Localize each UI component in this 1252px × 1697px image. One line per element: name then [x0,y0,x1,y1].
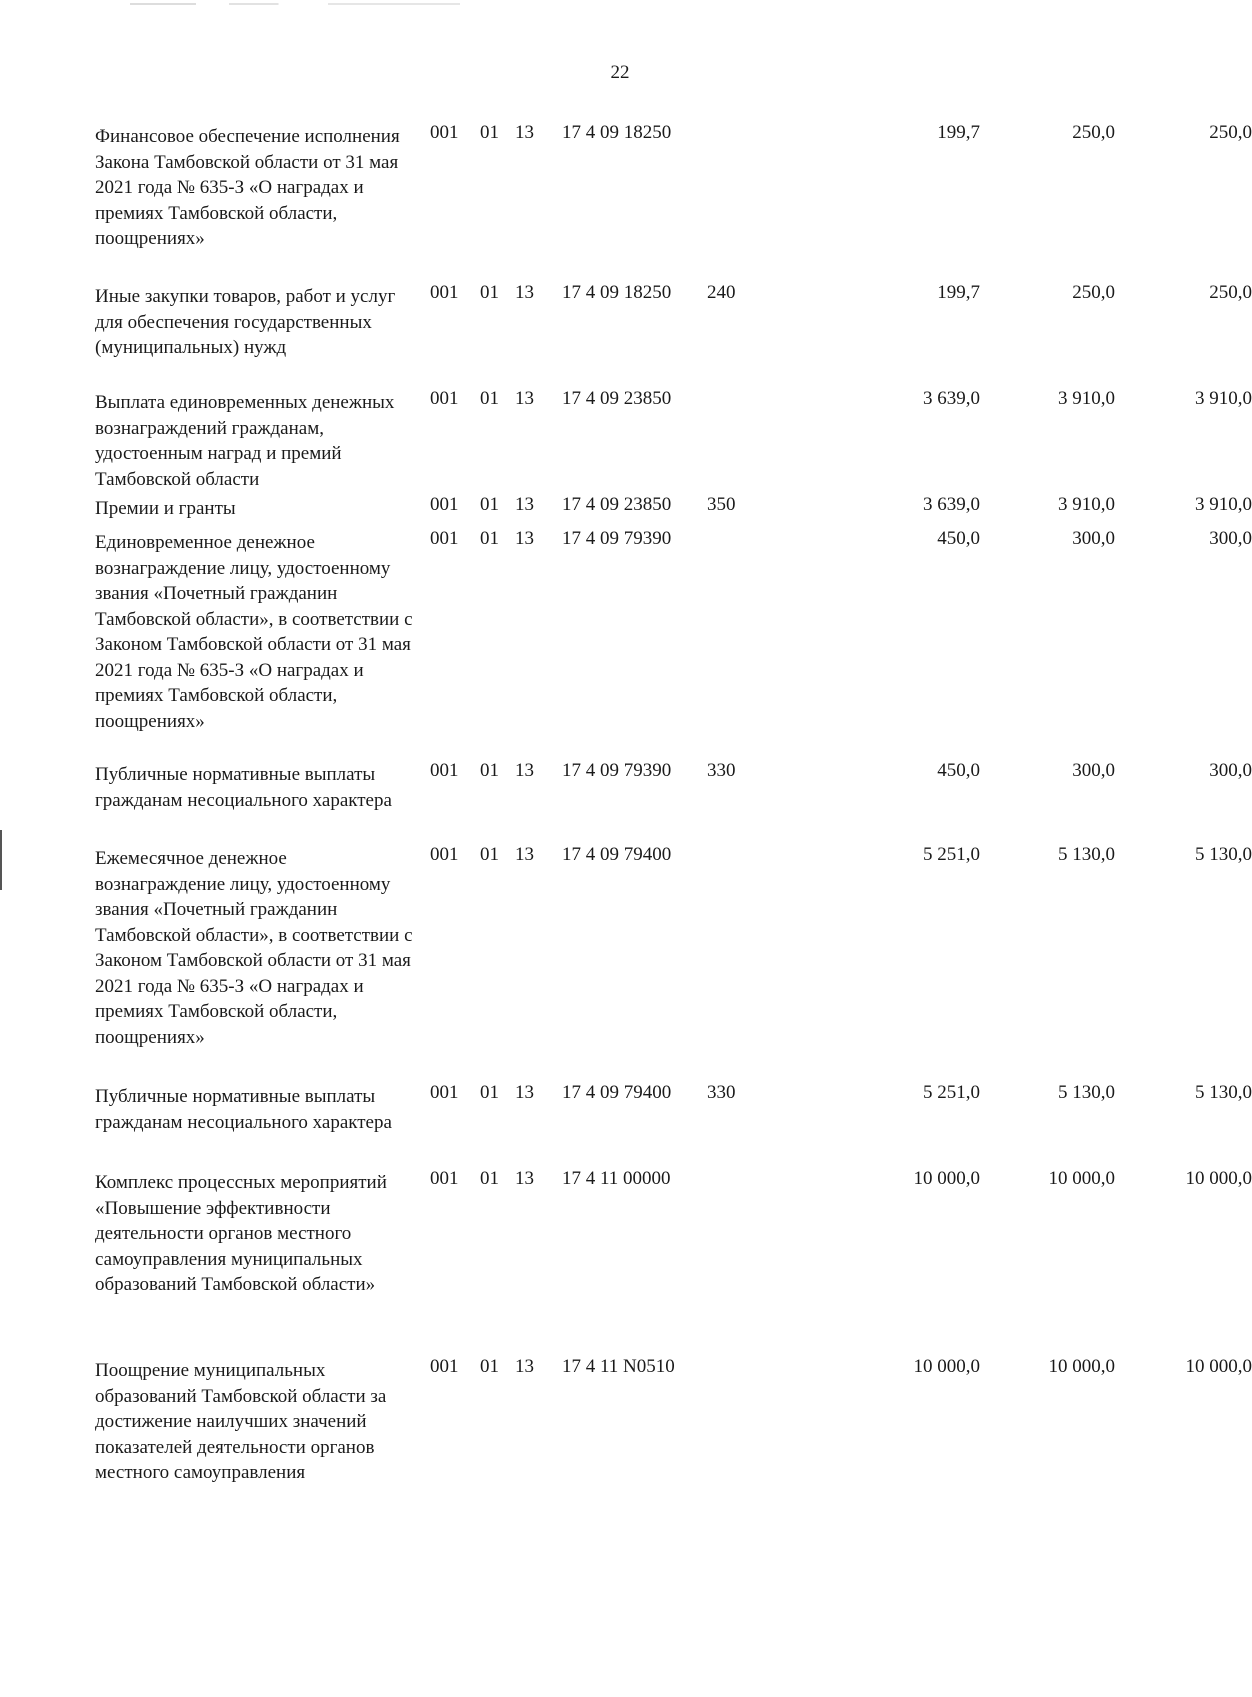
cell-pr: 13 [515,760,534,781]
cell-csr: 17 4 09 79390 [562,760,672,781]
cell-ved: 001 [430,1356,459,1377]
cell-rz: 01 [480,122,499,143]
cell-year1: 5 251,0 [923,1082,980,1103]
cell-year1: 3 639,0 [923,494,980,515]
cell-ved: 001 [430,528,459,549]
table-row [95,528,1252,760]
cell-ved: 001 [430,122,459,143]
cell-pr: 13 [515,122,534,143]
cell-rz: 01 [480,494,499,515]
row-name: Публичные нормативные выплаты гражданам несоциального характера [95,764,392,811]
cell-rz: 01 [480,282,499,303]
cell-csr: 17 4 09 23850 [562,494,672,515]
cell-year1: 3 639,0 [923,388,980,409]
cell-rz: 01 [480,844,499,865]
cell-year2: 250,0 [1072,282,1115,303]
table-row [95,760,1252,844]
cell-year1: 10 000,0 [913,1356,980,1377]
cell-year3: 10 000,0 [1185,1356,1252,1377]
budget-table [95,122,1252,1516]
page-number: 22 [610,62,630,83]
cell-rz: 01 [480,1082,499,1103]
cell-year2: 300,0 [1072,528,1115,549]
table-row [95,388,1252,494]
cell-year3: 300,0 [1209,760,1252,781]
cell-csr: 17 4 11 N0510 [562,1356,675,1377]
row-name: Финансовое обеспечение исполнения Закона Тамбовской области от 31 мая 2021 года № 635-З «О наградах и премиях Тамбовской области, поощрениях» [95,126,400,249]
table-row [95,494,1252,528]
cell-pr: 13 [515,1082,534,1103]
cell-csr: 17 4 09 79400 [562,844,672,865]
cell-pr: 13 [515,844,534,865]
cell-year1: 10 000,0 [913,1168,980,1189]
cell-csr: 17 4 09 79390 [562,528,672,549]
row-name: Ежемесячное денежное вознаграждение лицу, удостоенному звания «Почетный гражданин Тамбовской области», в соответствии с Законом Тамбовской области от 31 мая 2021 года № 635-З «О наградах и премиях Тамбовской области, поощрениях» [95,848,413,1048]
cell-year3: 5 130,0 [1195,844,1252,865]
cell-rz: 01 [480,528,499,549]
cell-pr: 13 [515,1356,534,1377]
cell-year3: 5 130,0 [1195,1082,1252,1103]
cell-year1: 450,0 [937,528,980,549]
cell-csr: 17 4 09 18250 [562,282,672,303]
cell-vr: 330 [707,1082,736,1103]
cell-ved: 001 [430,388,459,409]
cell-year2: 300,0 [1072,760,1115,781]
row-name: Иные закупки товаров, работ и услуг для обеспечения государственных (муниципальных) нужд [95,286,396,358]
cell-year3: 250,0 [1209,122,1252,143]
cell-year2: 10 000,0 [1048,1168,1115,1189]
cell-csr: 17 4 11 00000 [562,1168,671,1189]
cell-year2: 5 130,0 [1058,1082,1115,1103]
table-row [95,844,1252,1082]
cell-pr: 13 [515,494,534,515]
cell-ved: 001 [430,494,459,515]
cell-rz: 01 [480,760,499,781]
cell-pr: 13 [515,388,534,409]
cell-year3: 10 000,0 [1185,1168,1252,1189]
cell-csr: 17 4 09 79400 [562,1082,672,1103]
row-name: Выплата единовременных денежных вознаграждений гражданам, удостоенным наград и премий Тамбовской области [95,392,395,490]
table-row [95,1082,1252,1168]
cell-year1: 199,7 [937,122,980,143]
cell-vr: 240 [707,282,736,303]
row-name: Поощрение муниципальных образований Тамбовской области за достижение наилучших значений показателей деятельности органов местного самоуправления [95,1360,387,1483]
cell-pr: 13 [515,528,534,549]
cell-ved: 001 [430,282,459,303]
cell-year3: 3 910,0 [1195,388,1252,409]
cell-vr: 350 [707,494,736,515]
cell-year2: 250,0 [1072,122,1115,143]
table-row [95,1356,1252,1516]
cell-year1: 450,0 [937,760,980,781]
cell-year3: 3 910,0 [1195,494,1252,515]
cell-pr: 13 [515,1168,534,1189]
cell-year3: 300,0 [1209,528,1252,549]
cell-year2: 3 910,0 [1058,388,1115,409]
cell-csr: 17 4 09 18250 [562,122,672,143]
cell-csr: 17 4 09 23850 [562,388,672,409]
row-name: Комплекс процессных мероприятий «Повышение эффективности деятельности органов местного самоуправления муниципальных образований Тамбовской области» [95,1172,387,1295]
cell-ved: 001 [430,760,459,781]
cell-year2: 10 000,0 [1048,1356,1115,1377]
cell-rz: 01 [480,388,499,409]
cell-pr: 13 [515,282,534,303]
scan-artifact [0,830,2,890]
cell-rz: 01 [480,1168,499,1189]
row-name: Премии и гранты [95,498,236,519]
table-row [95,122,1252,282]
cell-vr: 330 [707,760,736,781]
table-row [95,1168,1252,1356]
cell-year1: 199,7 [937,282,980,303]
row-name: Единовременное денежное вознаграждение лицу, удостоенному звания «Почетный гражданин Тамбовской области», в соответствии с Законом Тамбовской области от 31 мая 2021 года № 635-З «О наградах и премиях Тамбовской области, поощрениях» [95,532,413,732]
cell-year3: 250,0 [1209,282,1252,303]
scan-artifact [130,3,460,5]
cell-ved: 001 [430,844,459,865]
cell-ved: 001 [430,1082,459,1103]
cell-year2: 5 130,0 [1058,844,1115,865]
cell-rz: 01 [480,1356,499,1377]
cell-ved: 001 [430,1168,459,1189]
cell-year2: 3 910,0 [1058,494,1115,515]
row-name: Публичные нормативные выплаты гражданам несоциального характера [95,1086,392,1133]
table-row [95,282,1252,388]
cell-year1: 5 251,0 [923,844,980,865]
